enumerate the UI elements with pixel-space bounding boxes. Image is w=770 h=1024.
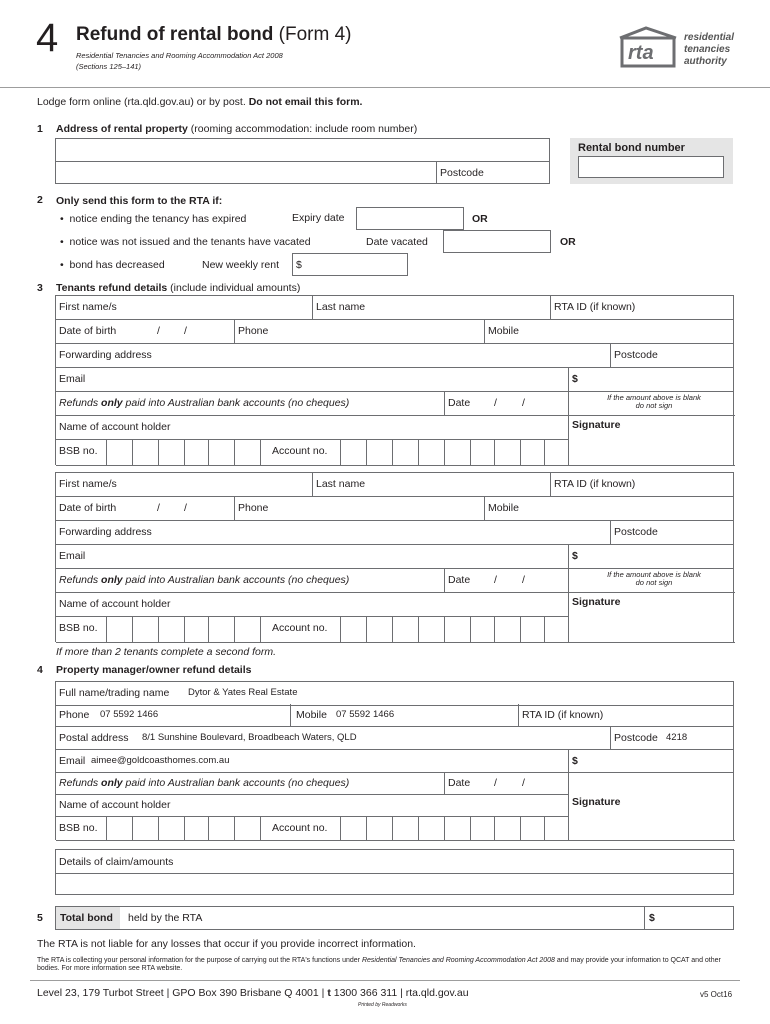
email-label: Email	[59, 550, 86, 562]
slash: /	[157, 502, 160, 514]
name-value: Dytor & Yates Real Estate	[188, 687, 298, 698]
form-act: Residential Tenancies and Rooming Accommodation Act 2008 (Sections 125–141)	[76, 51, 283, 71]
logo-line1: residential	[684, 32, 735, 43]
refunds-note: Refunds only paid into Australian bank accounts (no cheques)	[59, 777, 350, 789]
s2-bullet2: • notice was not issued and the tenants have vacated	[60, 236, 311, 248]
pm-holder-row[interactable]	[56, 795, 568, 817]
tenant-2-table	[55, 472, 734, 642]
s2-bullet1: • notice ending the tenancy has expired	[60, 213, 247, 225]
new-rent-label: New weekly rent	[202, 259, 280, 271]
form-number: 4	[36, 16, 59, 60]
dollar-sign: $	[572, 550, 578, 562]
account-label: Account no.	[272, 822, 328, 834]
expiry-date-input[interactable]	[356, 207, 464, 230]
phone-label: Phone	[238, 325, 269, 337]
rta-logo	[616, 26, 741, 70]
holder-label: Name of account holder	[59, 421, 171, 433]
blank-note: If the amount above is blank do not sign	[607, 570, 701, 587]
phone-label: Phone	[238, 502, 269, 514]
section-3-number: 3	[37, 282, 43, 294]
signature-label: Signature	[572, 596, 621, 608]
dob-label: Date of birth	[59, 502, 117, 514]
version: v5 Oct16	[700, 990, 733, 999]
slash: /	[522, 777, 525, 789]
holder-label: Name of account holder	[59, 598, 171, 610]
postcode-label: Postcode	[614, 732, 658, 744]
rta-id-label: RTA ID (if known)	[522, 709, 604, 721]
t1-bank-row[interactable]	[56, 440, 568, 466]
t2-email-row[interactable]	[56, 545, 733, 569]
rental-bond-panel	[570, 138, 733, 184]
phone-value: 07 5592 1466	[100, 709, 159, 720]
last-name-label: Last name	[316, 301, 366, 313]
total-bond-label: Total bond	[60, 912, 113, 924]
date-label: Date	[448, 777, 471, 789]
pm-email-row[interactable]	[56, 750, 733, 773]
expiry-date-label: Expiry date	[292, 212, 345, 224]
rta-id-label: RTA ID (if known)	[554, 478, 636, 490]
pm-bank-row[interactable]	[56, 817, 568, 841]
date-vacated-label: Date vacated	[366, 236, 428, 248]
bsb-label: BSB no.	[59, 622, 98, 634]
intro-text: Lodge form online (rta.qld.gov.au) or by post. Do not email this form.	[37, 96, 363, 108]
date-label: Date	[448, 397, 471, 409]
t2-refunds-row	[56, 569, 568, 593]
rental-bond-input[interactable]	[578, 156, 724, 178]
fwd-label: Forwarding address	[59, 349, 152, 361]
email-label: Email	[59, 755, 86, 767]
date-label: Date	[448, 574, 471, 586]
pm-name-row[interactable]	[56, 682, 733, 706]
first-name-label: First name/s	[59, 478, 117, 490]
t2-holder-row[interactable]	[56, 593, 568, 617]
refunds-note: Refunds only paid into Australian bank accounts (no cheques)	[59, 397, 350, 409]
section-1-number: 1	[37, 123, 43, 135]
postal-label: Postal address	[59, 732, 129, 744]
phone-label: Phone	[59, 709, 90, 721]
claim-details-box[interactable]	[55, 849, 734, 895]
t1-dob-row[interactable]	[56, 320, 733, 344]
bsb-label: BSB no.	[59, 822, 98, 834]
held-by-rta-label: held by the RTA	[128, 912, 203, 924]
more-tenants-note: If more than 2 tenants complete a second form.	[56, 646, 277, 658]
pm-phone-row[interactable]	[56, 704, 733, 727]
dollar-sign: $	[572, 373, 578, 385]
or-2: OR	[560, 236, 576, 248]
slash: /	[522, 574, 525, 586]
s2-title: Only send this form to the RTA if:	[56, 195, 223, 207]
mobile-label: Mobile	[488, 502, 519, 514]
rta-id-label: RTA ID (if known)	[554, 301, 636, 313]
s1-label: Address of rental property (rooming accommodation: include room number)	[56, 123, 418, 135]
slash: /	[184, 325, 187, 337]
printed-by: Printed by Readworks	[358, 1002, 407, 1008]
mobile-label: Mobile	[488, 325, 519, 337]
t2-dob-row[interactable]	[56, 497, 733, 521]
email-value: aimee@goldcoasthomes.com.au	[91, 755, 230, 766]
dollar-sign: $	[296, 259, 302, 271]
postcode-label: Postcode	[440, 167, 484, 179]
dob-label: Date of birth	[59, 325, 117, 337]
section-5-number: 5	[37, 912, 43, 924]
t2-bank-row[interactable]	[56, 617, 568, 643]
t1-email-row[interactable]	[56, 368, 733, 392]
t1-refunds-row	[56, 392, 568, 416]
tenant-1-table	[55, 295, 734, 465]
new-rent-input[interactable]	[292, 253, 408, 276]
total-bond-box[interactable]	[55, 906, 734, 930]
claim-details-label: Details of claim/amounts	[59, 856, 174, 868]
slash: /	[494, 397, 497, 409]
bsb-label: BSB no.	[59, 445, 98, 457]
manager-table	[55, 681, 734, 840]
mobile-value: 07 5592 1466	[336, 709, 395, 720]
date-vacated-input[interactable]	[443, 230, 551, 253]
signature-label: Signature	[572, 796, 621, 808]
footer-address: Level 23, 179 Turbot Street | GPO Box 390 Brisbane Q 4001 | t 1300 366 311 | rta.qld.gov.au	[37, 987, 469, 999]
logo-line3: authority	[684, 56, 727, 67]
t1-holder-row[interactable]	[56, 416, 568, 440]
dollar-sign: $	[649, 912, 655, 924]
privacy-note: The RTA is collecting your personal information for the purpose of carrying out the RTA's functions under Residential Tenancies and Rooming Accommodation Act 2008 and may provide your information to QCAT and other bodies. For more information see RTA website.	[37, 957, 721, 972]
section-4-number: 4	[37, 664, 43, 676]
account-label: Account no.	[272, 445, 328, 457]
s2-bullet3: • bond has decreased	[60, 259, 165, 271]
slash: /	[494, 574, 497, 586]
last-name-label: Last name	[316, 478, 366, 490]
footer-divider	[30, 980, 740, 981]
t2-name-row[interactable]	[56, 473, 733, 497]
pm-signature-area[interactable]	[572, 794, 732, 838]
email-label: Email	[59, 373, 86, 385]
account-label: Account no.	[272, 622, 328, 634]
slash: /	[157, 325, 160, 337]
slash: /	[184, 502, 187, 514]
mobile-label: Mobile	[296, 709, 327, 721]
disclaimer: The RTA is not liable for any losses that occur if you provide incorrect information.	[37, 938, 416, 950]
pm-postal-row[interactable]	[56, 727, 733, 750]
t1-name-row[interactable]	[56, 296, 733, 320]
name-label: Full name/trading name	[59, 687, 170, 699]
address-field[interactable]	[55, 138, 550, 184]
pm-refunds-row	[56, 773, 568, 795]
t2-fwd-row[interactable]	[56, 521, 733, 545]
t2-signature-area[interactable]	[572, 596, 732, 640]
t1-signature-area[interactable]	[572, 419, 732, 463]
first-name-label: First name/s	[59, 301, 117, 313]
refunds-note: Refunds only paid into Australian bank accounts (no cheques)	[59, 574, 350, 586]
logo-rta-text: rta	[628, 42, 654, 64]
blank-note: If the amount above is blank do not sign	[607, 393, 701, 410]
slash: /	[522, 397, 525, 409]
postcode-label: Postcode	[614, 349, 658, 361]
signature-label: Signature	[572, 419, 621, 431]
fwd-label: Forwarding address	[59, 526, 152, 538]
holder-label: Name of account holder	[59, 799, 171, 811]
s4-title: Property manager/owner refund details	[56, 664, 252, 676]
dollar-sign: $	[572, 755, 578, 767]
rental-bond-label: Rental bond number	[578, 142, 685, 154]
postal-value: 8/1 Sunshine Boulevard, Broadbeach Waters, QLD	[142, 732, 357, 743]
header-divider	[0, 87, 770, 88]
postcode-value: 4218	[666, 732, 688, 743]
section-2-number: 2	[37, 194, 43, 206]
form-title: Refund of rental bond (Form 4)	[76, 24, 352, 45]
s3-title: Tenants refund details (include individual amounts)	[56, 282, 301, 294]
logo-line2: tenancies	[684, 44, 731, 55]
or-1: OR	[472, 213, 488, 225]
t1-fwd-row[interactable]	[56, 344, 733, 368]
slash: /	[494, 777, 497, 789]
postcode-label: Postcode	[614, 526, 658, 538]
